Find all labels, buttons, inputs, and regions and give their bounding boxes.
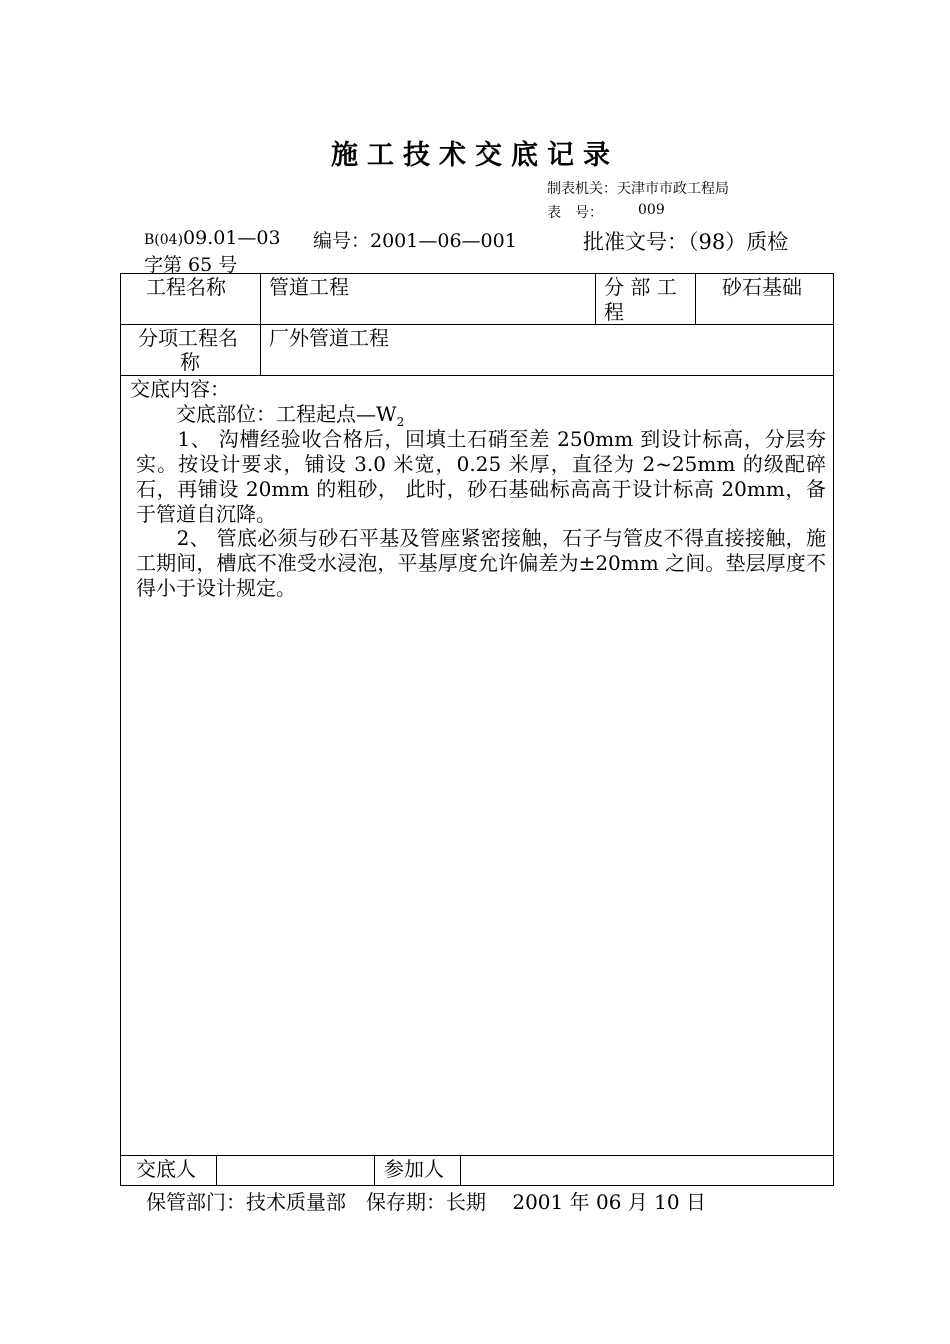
sub-project-label-cont: 程	[604, 300, 624, 324]
approval-number-cont: 字第 65 号	[144, 254, 238, 276]
divider	[460, 1155, 461, 1186]
form-code-prefix: B(04)	[144, 232, 184, 248]
location-subscript: 2	[396, 415, 405, 429]
form-code-number: 09.01—03	[183, 227, 281, 249]
project-name-value: 管道工程	[269, 275, 349, 299]
sub-project-label: 分 部 工	[604, 275, 677, 299]
divider	[374, 1155, 375, 1186]
participant-label: 参加人	[384, 1157, 444, 1181]
location-text: 交底部位：工程起点—W	[176, 402, 397, 426]
divider	[260, 273, 261, 375]
issuer: 制表机关：天津市市政工程局	[547, 181, 729, 197]
approval-number: 批准文号：（98）质检	[583, 230, 789, 254]
presenter-label: 交底人	[136, 1157, 196, 1181]
item-label: 分项工程名	[138, 326, 238, 350]
divider	[595, 273, 596, 324]
item-label-cont: 称	[180, 350, 200, 374]
form-number: 009	[638, 202, 665, 218]
divider	[695, 273, 696, 324]
divider	[120, 375, 834, 376]
divider	[120, 324, 834, 325]
item-value: 厂外管道工程	[269, 326, 389, 350]
project-name-label: 工程名称	[146, 275, 226, 299]
form-code	[144, 227, 281, 249]
divider	[120, 1155, 834, 1156]
content-paragraph-2: 2、 管底必须与砂石平基及管座紧密接触，石子与管皮不得直接接触，施工期间，槽底不准受水浸泡，平基厚度允许偏差为±20mm 之间。垫层厚度不得小于设计规定。	[136, 526, 826, 600]
serial-number: 编号：2001—06—001	[313, 230, 517, 252]
content-label: 交底内容：	[130, 377, 230, 401]
document-title: 施工技术交底记录	[331, 140, 619, 171]
divider	[216, 1155, 217, 1186]
content-paragraph-1: 1、 沟槽经验收合格后，回填土石硝至差 250mm 到设计标高，分层夯实。按设计要求，铺设 3.0 米宽，0.25 米厚，直径为 2~25mm 的级配碎石，再铺设 20mm 的粗砂， 此时，砂石基础标高高于设计标高 20mm，备于管道自沉降。	[136, 427, 826, 526]
footer: 保管部门：技术质量部 保存期：长期 2001 年 06 月 10 日	[146, 1190, 706, 1214]
sub-project-value: 砂石基础	[722, 275, 802, 299]
form-label: 表 号：	[547, 205, 603, 221]
